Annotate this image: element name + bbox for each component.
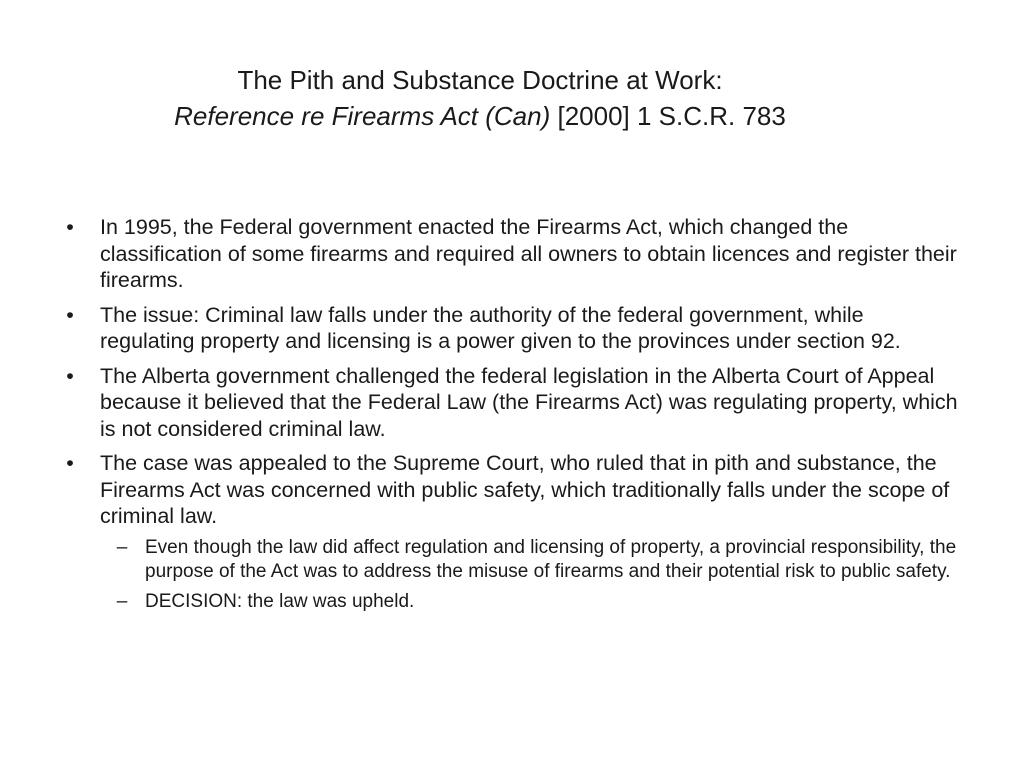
sub-bullet-text: DECISION: the law was upheld. — [145, 590, 415, 612]
bullet-item — [60, 363, 960, 443]
bullet-icon: • — [66, 302, 74, 327]
dash-icon: – — [116, 590, 128, 612]
sub-bullet-text: Even though the law did affect regulation and licensing of property, a provincial responsibility, the purpose of the Act was to address the misuse of firearms and their potential risk to public safety. — [145, 536, 957, 582]
bullet-item — [60, 450, 960, 614]
bullet-text: The issue: Criminal law falls under the authority of the federal government, while regulating property and licensing is a power given to the provinces under section 92. — [100, 302, 901, 353]
bullet-text: The case was appealed to the Supreme Court, who ruled that in pith and substance, the Firearms Act was concerned with public safety, which traditionally falls under the scope of criminal law. — [100, 451, 950, 528]
case-name: Reference re Firearms Act (Can) — [174, 101, 551, 131]
bullet-icon: • — [66, 363, 74, 388]
dash-icon: – — [116, 536, 128, 558]
bullet-list — [60, 214, 960, 614]
bullet-text: The Alberta government challenged the federal legislation in the Alberta Court of Appeal because it believed that the Federal Law (the Firearms Act) was regulating property, which is not considered criminal law. — [100, 363, 958, 441]
title-line-2 — [80, 98, 880, 134]
slide-content — [60, 214, 960, 622]
bullet-text: In 1995, the Federal government enacted the Firearms Act, which changed the classification of some firearms and required all owners to obtain licences and register their firearms. — [100, 215, 957, 292]
bullet-item — [60, 214, 960, 294]
sub-bullet-item — [100, 536, 960, 584]
bullet-icon: • — [66, 451, 74, 475]
title-line-1: The Pith and Substance Doctrine at Work: — [237, 65, 723, 95]
sub-bullet-list — [100, 536, 960, 614]
bullet-icon: • — [66, 215, 74, 239]
bullet-item — [60, 302, 960, 355]
slide-title — [80, 62, 880, 134]
case-citation: [2000] 1 S.C.R. 783 — [550, 101, 786, 131]
sub-bullet-item — [100, 590, 960, 614]
